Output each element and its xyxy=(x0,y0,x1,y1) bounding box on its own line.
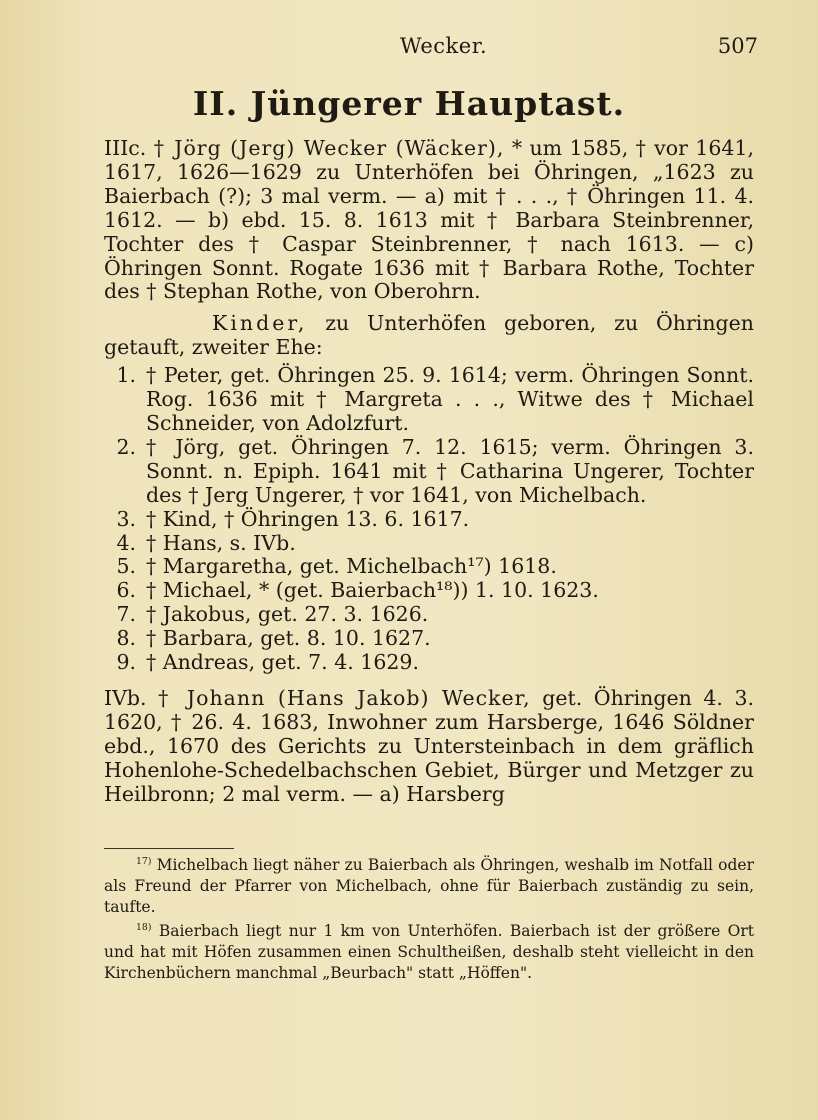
item-number: 9. xyxy=(116,650,136,675)
item-number: 8. xyxy=(116,626,136,651)
list-item xyxy=(104,603,754,627)
children-list xyxy=(104,364,754,675)
item-text: † Margaretha, get. Michelbach¹⁷) 1618. xyxy=(146,554,557,579)
footnote-mark: 17) xyxy=(136,855,152,867)
item-text: † Peter, get. Öhringen 25. 9. 1614; verm. Öhringen Sonnt. Rog. 1636 mit † Margreta . . ., Witwe des † Michael Schneider, von Adolzfurt. xyxy=(146,363,754,435)
entry-IIIc xyxy=(104,137,754,304)
item-number: 6. xyxy=(116,578,136,603)
list-item xyxy=(104,436,754,508)
item-number: 5. xyxy=(116,554,136,579)
item-text: † Jörg, get. Öhringen 7. 12. 1615; verm. Öhringen 3. Sonnt. n. Epiph. 1641 mit † Catharina Ungerer, Tochter des † Jerg Ungerer, † vor 1641, von Michelbach. xyxy=(146,434,754,507)
item-text: † Jakobus, get. 27. 3. 1626. xyxy=(146,602,429,627)
item-number: 3. xyxy=(116,506,136,531)
page-number: 507 xyxy=(717,34,758,58)
footnote-18 xyxy=(104,921,754,985)
item-number: 1. xyxy=(116,363,136,388)
entry-label: IIIc. xyxy=(104,136,147,160)
item-text: † Andreas, get. 7. 4. 1629. xyxy=(146,650,419,675)
item-number: 4. xyxy=(116,530,136,555)
section-title: II. Jüngerer Hauptast. xyxy=(192,84,626,123)
entry-name: † Jörg (Jerg) Wecker (Wäcker), xyxy=(153,136,505,160)
footnote-text: Michelbach liegt näher zu Baierbach als Öhringen, weshalb im Notfall oder als Freund der Pfarrer von Michelbach, ohne für Baierbach zuständig zu sein, taufte. xyxy=(104,856,754,917)
entry-text: get. Öhringen 4. 3. 1620, † 26. 4. 1683, Inwohner zum Harsberge, 1646 Söldner ebd., 1670 des Gerichts zu Untersteinbach in dem gräflich Hohenlohe-Schedelbachschen Gebiet, Bürger und Metzger zu Heilbronn; 2 mal verm. — a) Harsberg xyxy=(104,685,754,806)
footnotes xyxy=(104,855,754,986)
list-item xyxy=(104,555,754,579)
item-text: † Michael, * (get. Baierbach¹⁸)) 1. 10. 1623. xyxy=(146,578,599,603)
list-item xyxy=(104,508,754,532)
footnote-17 xyxy=(104,855,754,919)
footnote-text: Baierbach liegt nur 1 km von Unterhöfen. Baierbach ist der größere Ort und hat mit Höfen zusammen einen Schultheißen, deshalb steht vielleicht in den Kirchenbüchern manchmal „Beurbach" statt „Höffen". xyxy=(104,921,754,983)
footnote-mark: 18) xyxy=(136,921,152,933)
page-header xyxy=(0,34,818,64)
item-number: 7. xyxy=(116,602,136,627)
main-text xyxy=(104,137,754,827)
entry-name: † Johann (Hans Jakob) Wecker, xyxy=(158,685,531,710)
list-item xyxy=(104,532,754,556)
item-number: 2. xyxy=(116,434,136,459)
list-item xyxy=(104,364,754,436)
children-intro-word: Kinder, xyxy=(212,311,308,336)
list-item xyxy=(104,579,754,603)
entry-label: IVb. xyxy=(104,685,147,710)
children-intro xyxy=(104,312,754,360)
entry-text: * um 1585, † vor 1641, 1617, 1626—1629 zu Unterhöfen bei Öhringen, „1623 zu Baierbach (?); 3 mal verm. — a) mit † . . ., † Öhringen 11. 4. 1612. — b) ebd. 15. 8. 1613 mit † Barbara Steinbrenner, Tochter des † Caspar Steinbrenner, † nach 1613. — c) Öhringen Sonnt. Rogate 1636 mit † Barbara Rothe, Tochter des † Stephan Rothe, von Oberohrn. xyxy=(104,136,754,304)
item-text: † Kind, † Öhringen 13. 6. 1617. xyxy=(146,506,470,531)
entry-IVb xyxy=(104,687,754,807)
children-intro-text: zu Unterhöfen geboren, zu Öhringen getauft, zweiter Ehe: xyxy=(104,311,754,360)
running-title: Wecker. xyxy=(400,34,488,58)
item-text: † Barbara, get. 8. 10. 1627. xyxy=(146,626,431,651)
list-item xyxy=(104,651,754,675)
item-text: † Hans, s. IVb. xyxy=(146,530,296,555)
list-item xyxy=(104,627,754,651)
footnote-divider xyxy=(104,848,234,849)
